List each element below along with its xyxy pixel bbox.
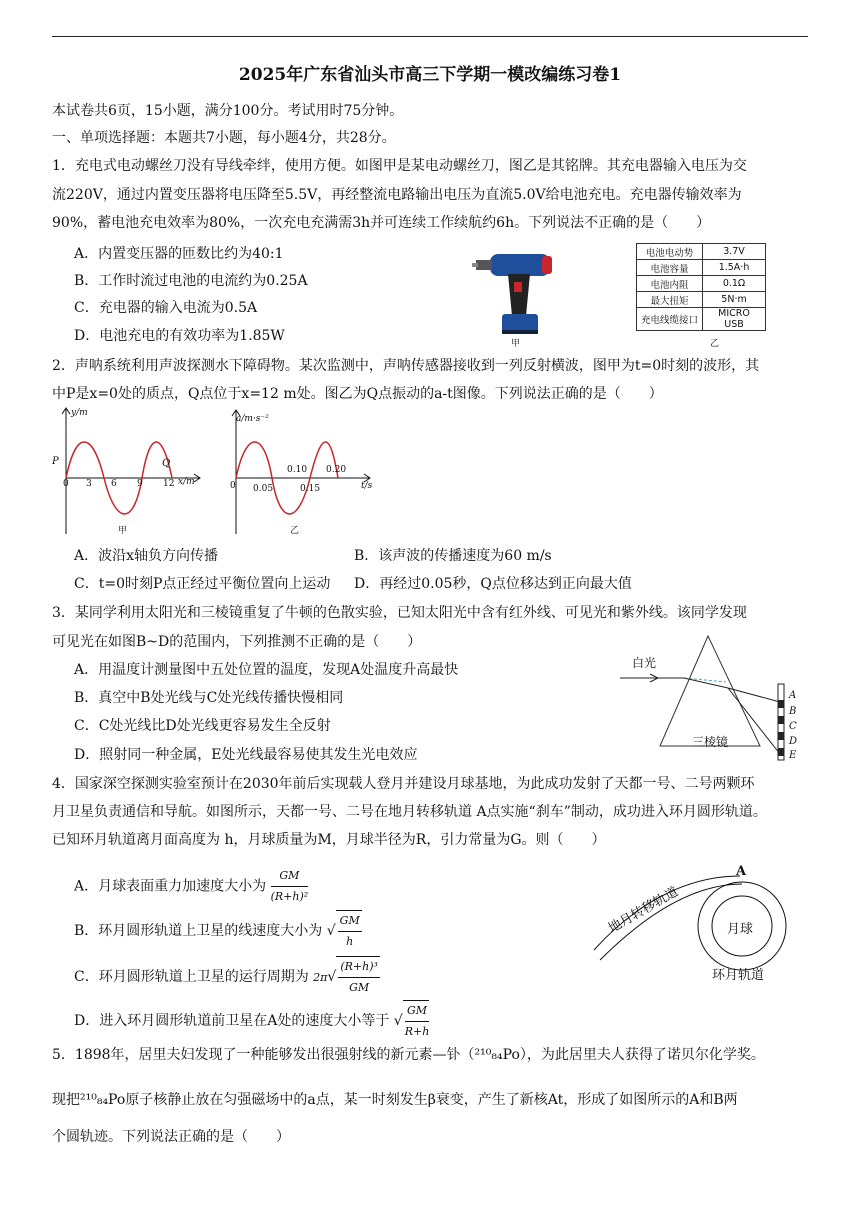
q1-line1: 1．充电式电动螺丝刀没有导线牵绊，使用方便。如图甲是某电动螺丝刀，图乙是其铭牌。其充电器输入电压为交 (52, 158, 747, 174)
q4-line3: 已知环月轨道离月面高度为 h，月球质量为M，月球半径为R，引力常量为G。则（ ） (52, 832, 606, 848)
q2-option-a: A．波沿x轴负方向传播 (74, 548, 219, 564)
point-q-label: Q (162, 458, 171, 469)
sqrt-sign: √ (327, 969, 337, 985)
graph-yi-tick: 0.05 (253, 484, 274, 494)
graph-yi-xlabel: t/s (361, 481, 373, 491)
spec-table (636, 243, 766, 331)
spec-key: 最大扭矩 (637, 292, 703, 308)
formula-d-num: GM (405, 1001, 430, 1022)
q1-option-b: B．工作时流过电池的电流约为0.25A (74, 273, 308, 289)
spec-row (637, 308, 766, 331)
q4-option-d (74, 1000, 429, 1042)
screen-label-d: D (789, 736, 798, 747)
graph-yi-tick: 0.20 (326, 465, 347, 475)
formula-b-num: GM (338, 911, 362, 932)
formula-a-num: GM (271, 866, 309, 887)
q4-line2: 月卫星负责通信和导航。如图所示，天都一号、二号在地月转移轨道 A点实施“刹车”制动，成功进入环月圆形轨道。 (52, 804, 767, 820)
formula-d-den: R+h (404, 1025, 430, 1038)
graph-jia-caption: 甲 (118, 526, 128, 536)
q5-line2: 现把²¹⁰₈₄Po原子核静止放在匀强磁场中的a点，某一时刻发生β衰变，产生了新核At，形成了如图所示的A和B两 (52, 1092, 738, 1108)
q5-line3: 个圆轨迹。下列说法正确的是（ ） (52, 1129, 290, 1145)
q2-option-d: D．再经过0.05秒，Q点位移达到正向最大值 (354, 576, 632, 592)
spec-row (637, 260, 766, 276)
formula-c-prefix: 2π (313, 971, 328, 984)
spec-row (637, 292, 766, 308)
formula-d (405, 1001, 430, 1042)
q1-option-c: C．充电器的输入电流为0.5A (74, 300, 258, 316)
q4-option-b-text: B．环月圆形轨道上卫星的线速度大小为 (74, 923, 323, 939)
q4-option-c-text: C．环月圆形轨道上卫星的运行周期为 (74, 969, 309, 985)
spec-value: MICRO USB (703, 308, 766, 331)
q3-option-a: A．用温度计测量图中五处位置的温度，发现A处温度升高最快 (74, 662, 459, 678)
graph-jia-tick: 6 (111, 479, 117, 489)
point-a-label: A (736, 864, 747, 879)
graph-yi-tick: 0.10 (287, 465, 308, 475)
q3-option-c: C．C处光线比D处光线更容易发生全反射 (74, 718, 331, 734)
spec-key: 电池内阻 (637, 276, 703, 292)
q2-option-c: C．t=0时刻P点正经过平衡位置向上运动 (74, 576, 331, 592)
fig-jia-label: 甲 (511, 339, 521, 349)
q4-line1: 4．国家深空探测实验室预计在2030年前后实现载人登月并建设月球基地，为此成功发射了天都一号、二号两颗环 (52, 776, 755, 792)
spec-value: 1.5A·h (703, 260, 766, 276)
screen-label-b: B (789, 706, 797, 717)
spec-key: 电池电动势 (637, 244, 703, 260)
graph-yi-caption: 乙 (290, 526, 300, 536)
q4-option-d-text: D．进入环月圆形轨道前卫星在A处的速度大小等于 (74, 1013, 390, 1029)
prism-label: 三棱镜 (692, 735, 729, 749)
q3-option-d: D．照射同一种金属，E处光线最容易使其发生光电效应 (74, 747, 418, 763)
formula-c-num: (R+h)³ (338, 957, 380, 978)
graph-jia-tick: 9 (137, 479, 143, 489)
q4-option-c (74, 956, 380, 998)
moon-label: 月球 (727, 922, 754, 937)
top-rule (52, 36, 808, 37)
screen-label-c: C (789, 721, 797, 732)
section-heading: 一、单项选择题：本题共7小题，每小题4分，共28分。 (52, 130, 396, 146)
spec-value: 0.1Ω (703, 276, 766, 292)
formula-b (338, 911, 362, 952)
q1-line2: 流220V，通过内置变压器将电压降至5.5V，再经整流电路输出电压为直流5.0V给电池充电。充电器传输效率为 (52, 187, 742, 203)
graph-jia-tick: 3 (86, 479, 92, 489)
graph-jia-xlabel: x/m (178, 477, 195, 487)
graph-jia-tick: 0 (63, 479, 69, 489)
q1-option-a: A．内置变压器的匝数比约为40:1 (74, 246, 284, 262)
q3-option-b: B．真空中B处光线与C处光线传播快慢相同 (74, 690, 344, 706)
q2-option-b: B．该声波的传播速度为60 m/s (354, 548, 552, 564)
point-p-label: P (52, 456, 59, 467)
q4-option-a-text: A．月球表面重力加速度大小为 (74, 878, 267, 895)
white-light-label: 白光 (632, 656, 657, 670)
q4-option-a (74, 866, 308, 907)
spec-key: 电池容量 (637, 260, 703, 276)
sqrt-sign: √ (326, 923, 336, 939)
page-title: 2025年广东省汕头市高三下学期一模改编练习卷1 (238, 65, 622, 85)
q4-option-b (74, 910, 362, 952)
graph-jia-ylabel: y/m (71, 408, 88, 418)
q5-line1: 5．1898年，居里夫妇发现了一种能够发出很强射线的新元素—钋（²¹⁰₈₄Po），为此居里夫人获得了诺贝尔化学奖。 (52, 1047, 765, 1063)
fig-yi-label: 乙 (710, 339, 720, 349)
spec-value: 3.7V (703, 244, 766, 260)
q2-line2: 中P是x=0处的质点，Q点位于x=12 m处。图乙为Q点振动的a-t图像。下列说法正确的是（ ） (52, 386, 663, 402)
formula-a-den: (R+h)² (270, 890, 309, 903)
wave-graph-jia (50, 404, 210, 542)
q1-option-d: D．电池充电的有效功率为1.85W (74, 328, 285, 344)
formula-c (338, 957, 380, 998)
q1-line3: 90%，蓄电池充电效率为80%，一次充电充满需3h并可连续工作续航约6h。下列说法不正确的是（ ） (52, 215, 711, 231)
formula-c-den: GM (349, 981, 370, 994)
screwdriver-image (472, 246, 564, 342)
lunar-orbit-label: 环月轨道 (712, 968, 765, 983)
graph-yi-tick: 0 (230, 481, 236, 491)
graph-yi-tick: 0.15 (300, 484, 321, 494)
q2-line1: 2．声呐系统利用声波探测水下障碍物。某次监测中，声呐传感器接收到一列反射横波，图甲为t=0时刻的波形，其 (52, 358, 760, 374)
formula-b-den: h (346, 935, 354, 948)
q3-line2: 可见光在如图B~D的范围内，下列推测不正确的是（ ） (52, 634, 422, 650)
spec-row (637, 244, 766, 260)
orbit-diagram (590, 780, 810, 990)
q3-line1: 3．某同学利用太阳光和三棱镜重复了牛顿的色散实验，已知太阳光中含有红外线、可见光和紫外线。该同学发现 (52, 605, 747, 621)
screen-label-e: E (789, 750, 797, 761)
screen-label-a: A (789, 690, 797, 701)
sqrt-sign: √ (393, 1013, 403, 1029)
exam-intro: 本试卷共6页，15小题，满分100分。考试用时75分钟。 (52, 103, 404, 119)
spec-key: 充电线缆接口 (637, 308, 703, 331)
transfer-orbit-label: 地月转移轨道 (606, 884, 682, 937)
graph-yi-ylabel: a/m·s⁻² (236, 414, 269, 424)
formula-a (271, 866, 309, 907)
graph-jia-tick: 12 (163, 479, 175, 489)
spec-value: 5N·m (703, 292, 766, 308)
spec-row (637, 276, 766, 292)
